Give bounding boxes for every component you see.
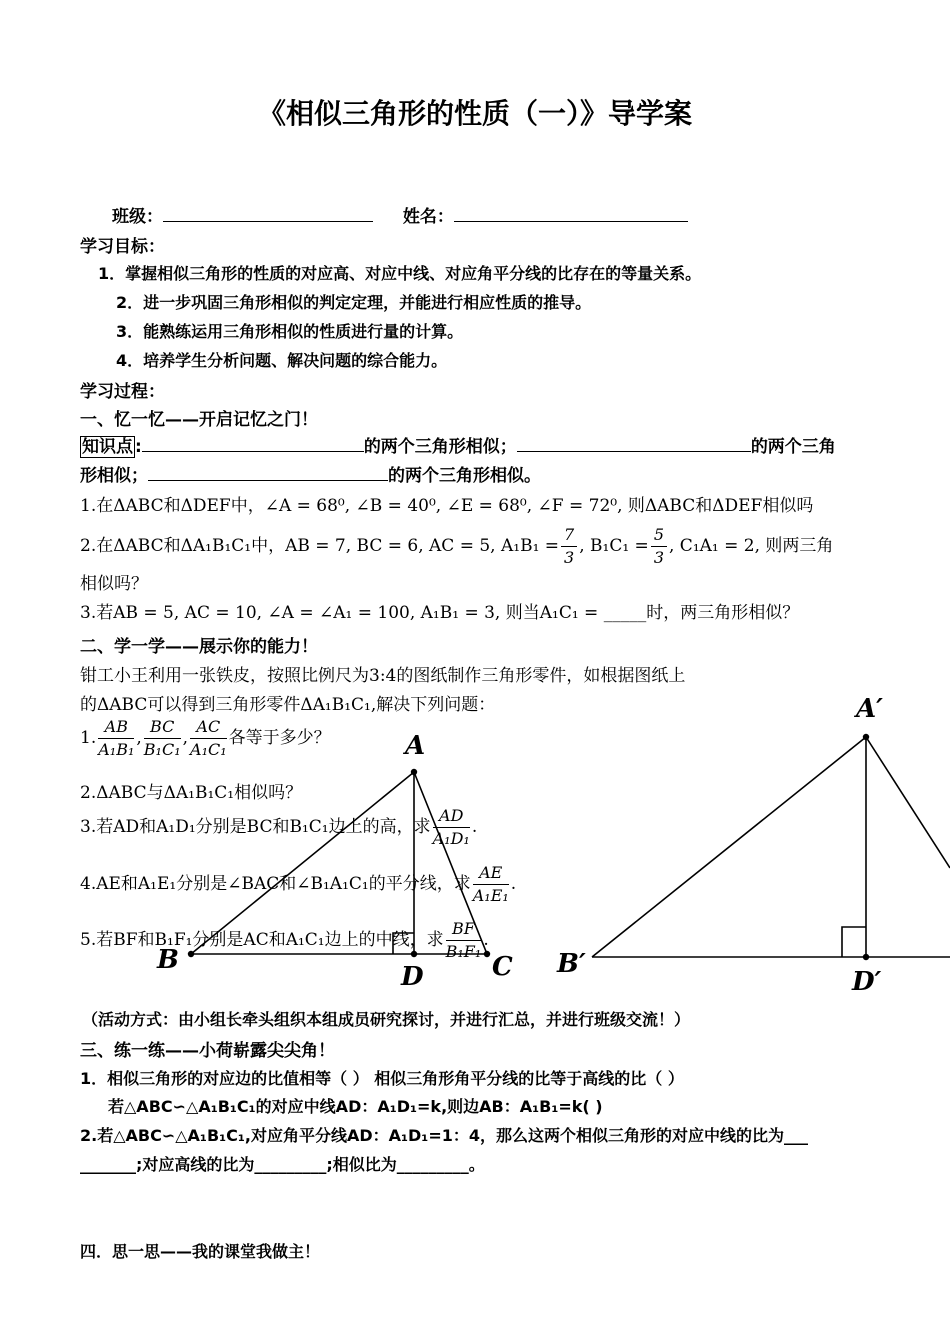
part-question-2: 2.ΔABC与ΔA₁B₁C₁相似吗？ xyxy=(80,783,303,803)
label-c: C xyxy=(492,952,513,982)
part-question-1: 1. $\frac{AB}{\text{A₁B₁}}$ , $\frac{BC}{\text{B₁C₁}}$ , $\frac{AC}{\text{A₁C₁}}$ 各等于多少？ xyxy=(80,717,331,759)
part-question-3: 3.若AD和A₁D₁分别是BC和B₁C₁边上的高，求 $\frac{AD}{\text{A₁D₁}}$ . xyxy=(80,806,478,848)
part-question-4: 4.AE和A₁E₁分别是∠BAC和∠B₁A₁C₁的平分线，求 $\frac{AE}{\text{A₁E₁}}$ . xyxy=(80,863,517,905)
activity-note: （活动方式：由小组长牵头组织本组成员研究探讨，并进行汇总，并进行班级交流！） xyxy=(82,1010,691,1029)
class-label: 班级： xyxy=(112,207,163,227)
part-question-5: 5.若BF和B₁F₁分别是AC和A₁C₁边上的中线，求 $\frac{BF}{\text{B₁F₁}}$ . xyxy=(80,919,489,961)
knowledge-label: 知识点 xyxy=(82,437,133,457)
label-d1: D′ xyxy=(852,967,882,997)
practice-line-4: _______;对应高线的比为_________;相似比为_________。 xyxy=(80,1155,485,1174)
knowledge-line-2: 形相似； 的两个三角形相似。 xyxy=(80,466,541,486)
point-a xyxy=(411,769,417,775)
knowledge-line-1: 知识点 : 的两个三角形相似； 的两个三角 xyxy=(82,437,836,457)
section4-heading: 四．思一思——我的课堂我做主！ xyxy=(80,1242,321,1261)
section3-heading: 三、练一练——小荷崭露尖尖角！ xyxy=(80,1041,335,1061)
goal-item: 1．掌握相似三角形的性质的对应高、对应中线、对应角平分线的比存在的等量关系。 xyxy=(98,264,702,283)
label-b: B xyxy=(157,945,179,975)
section2-intro-1: 钳工小王利用一张铁皮，按照比例尺为3:4的图纸制作三角形零件，如根据图纸上 xyxy=(80,666,686,686)
label-a: A xyxy=(405,731,426,761)
section2-intro-2: 的ΔABC可以得到三角形零件ΔA₁B₁C₁,解决下列问题： xyxy=(80,695,496,715)
side-a1c1 xyxy=(866,737,950,868)
name-label: 姓名： xyxy=(402,207,454,227)
right-angle-mark xyxy=(842,927,866,957)
label-d: D xyxy=(401,962,424,992)
recall-question-3: 3.若AB = 5, AC = 10, ∠A = ∠A₁ = 100, A₁B₁ = 3, 则当A₁C₁ = _____时，两三角形相似？ xyxy=(80,603,800,623)
practice-line-1: 1．相似三角形的对应边的比值相等（ ） 相似三角形角平分线的比等于高线的比（ ） xyxy=(80,1069,684,1088)
recall-question-1: 1.在ΔABC和ΔDEF中，∠A = 68⁰, ∠B = 40⁰, ∠E = 68⁰, ∠F = 72⁰, 则ΔABC和ΔDEF相似吗 xyxy=(80,496,814,516)
recall-question-2-cont: 相似吗？ xyxy=(80,574,148,594)
label-a1: A′ xyxy=(856,694,884,724)
goal-item: 4．培养学生分析问题、解决问题的综合能力。 xyxy=(116,351,448,370)
page-title: 《相似三角形的性质（一）》导学案 xyxy=(257,97,692,130)
process-heading: 学习过程： xyxy=(80,382,165,402)
practice-line-2: 若△ABC∽△A₁B₁C₁的对应中线AD：A₁D₁=k,则边AB：A₁B₁=k( ) xyxy=(108,1097,603,1116)
side-a1b1 xyxy=(592,737,866,957)
goal-item: 2．进一步巩固三角形相似的判定定理，并能进行相应性质的推导。 xyxy=(116,293,592,312)
point-a1 xyxy=(863,734,869,740)
practice-line-3: 2.若△ABC∽△A₁B₁C₁,对应角平分线AD：A₁D₁=1：4，那么这两个相似三角形的对应中线的比为___ xyxy=(80,1126,808,1145)
goals-heading: 学习目标： xyxy=(80,237,165,257)
goal-item: 3．能熟练运用三角形相似的性质进行量的计算。 xyxy=(116,322,464,341)
recall-question-2: 2.在ΔABC和ΔA₁B₁C₁中，AB = 7, BC = 6, AC = 5, A₁B₁ = $\frac{7}{3}$ , B₁C₁ = $\frac{5}{3}$ , C₁A₁ = 2, 则两三角 xyxy=(80,525,834,567)
section1-heading: 一、忆一忆——开启记忆之门！ xyxy=(80,410,318,430)
label-b1: B′ xyxy=(557,949,586,979)
section2-heading: 二、学一学——展示你的能力！ xyxy=(80,637,318,657)
point-d1 xyxy=(863,954,869,960)
